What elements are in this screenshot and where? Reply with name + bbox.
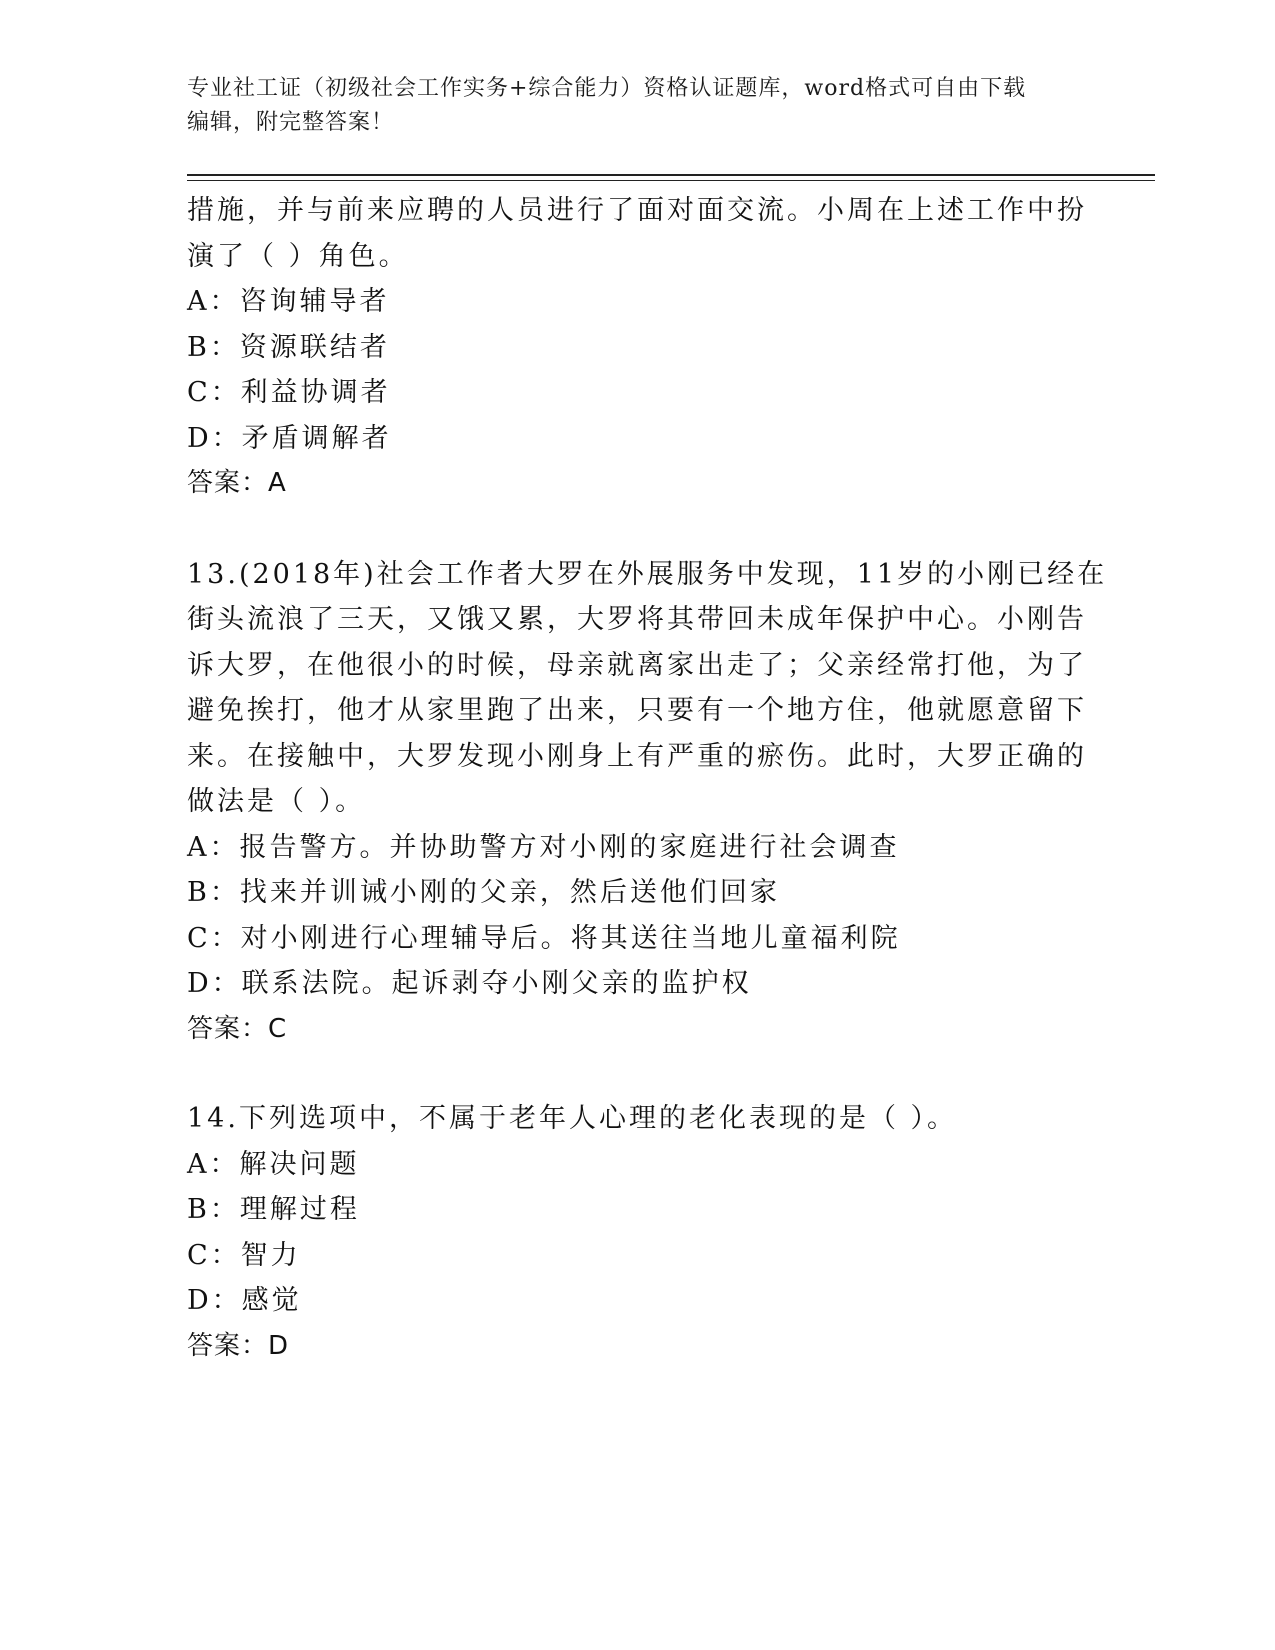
- question-text-line: 演了（ ）角色。: [187, 240, 409, 272]
- question-text-line: 13.(2018年)社会工作者大罗在外展服务中发现，11岁的小刚已经在: [187, 558, 1108, 590]
- option-c: C：智力: [187, 1239, 301, 1271]
- option-c: C：对小刚进行心理辅导后。将其送往当地儿童福利院: [187, 922, 901, 954]
- questions-content: [187, 188, 1108, 1369]
- option-c: C：利益协调者: [187, 377, 391, 408]
- header-rule-thick: [187, 174, 1155, 176]
- option-d: D：感觉: [187, 1285, 302, 1316]
- question-text-line: 街头流浪了三天，又饿又累，大罗将其带回未成年保护中心。小刚告: [187, 604, 1087, 635]
- question-13: [187, 552, 1108, 1053]
- spacer: [187, 507, 1067, 552]
- option-d: D：矛盾调解者: [187, 422, 392, 454]
- option-b: B：找来并训诫小刚的父亲，然后送他们回家: [187, 877, 780, 908]
- question-text-line: 避免挨打，他才从家里跑了出来，只要有一个地方住，他就愿意留下: [187, 695, 1087, 726]
- question-12: [187, 188, 1087, 507]
- option-d: D：联系法院。起诉剥夺小刚父亲的监护权: [187, 968, 752, 999]
- question-text-line: 来。在接触中，大罗发现小刚身上有严重的瘀伤。此时，大罗正确的: [187, 740, 1087, 772]
- question-14: [187, 1096, 1067, 1369]
- answer-line: 答案：A: [187, 468, 287, 498]
- question-text-line: 14.下列选项中，不属于老年人心理的老化表现的是（ ）。: [187, 1103, 958, 1134]
- header-rule-thin: [187, 180, 1155, 181]
- answer-line: 答案：C: [187, 1013, 288, 1044]
- page-header: [187, 72, 1087, 140]
- question-text-line: 措施，并与前来应聘的人员进行了面对面交流。小周在上述工作中扮: [187, 195, 1087, 226]
- header-line-1: 专业社工证（初级社会工作实务+综合能力）资格认证题库，word格式可自由下载: [187, 76, 1027, 101]
- header-line-2: 编辑，附完整答案！: [187, 110, 395, 135]
- spacer: [187, 1052, 1067, 1096]
- question-text-line: 做法是（ ）。: [187, 786, 366, 817]
- question-text-line: 诉大罗，在他很小的时候，母亲就离家出走了；父亲经常打他，为了: [187, 649, 1087, 681]
- option-a: A：解决问题: [187, 1148, 360, 1180]
- option-b: B：理解过程: [187, 1194, 360, 1225]
- option-a: A：报告警方。并协助警方对小刚的家庭进行社会调查: [187, 831, 900, 863]
- answer-line: 答案：D: [187, 1330, 290, 1361]
- option-a: A：咨询辅导者: [187, 286, 390, 317]
- option-b: B：资源联结者: [187, 331, 390, 363]
